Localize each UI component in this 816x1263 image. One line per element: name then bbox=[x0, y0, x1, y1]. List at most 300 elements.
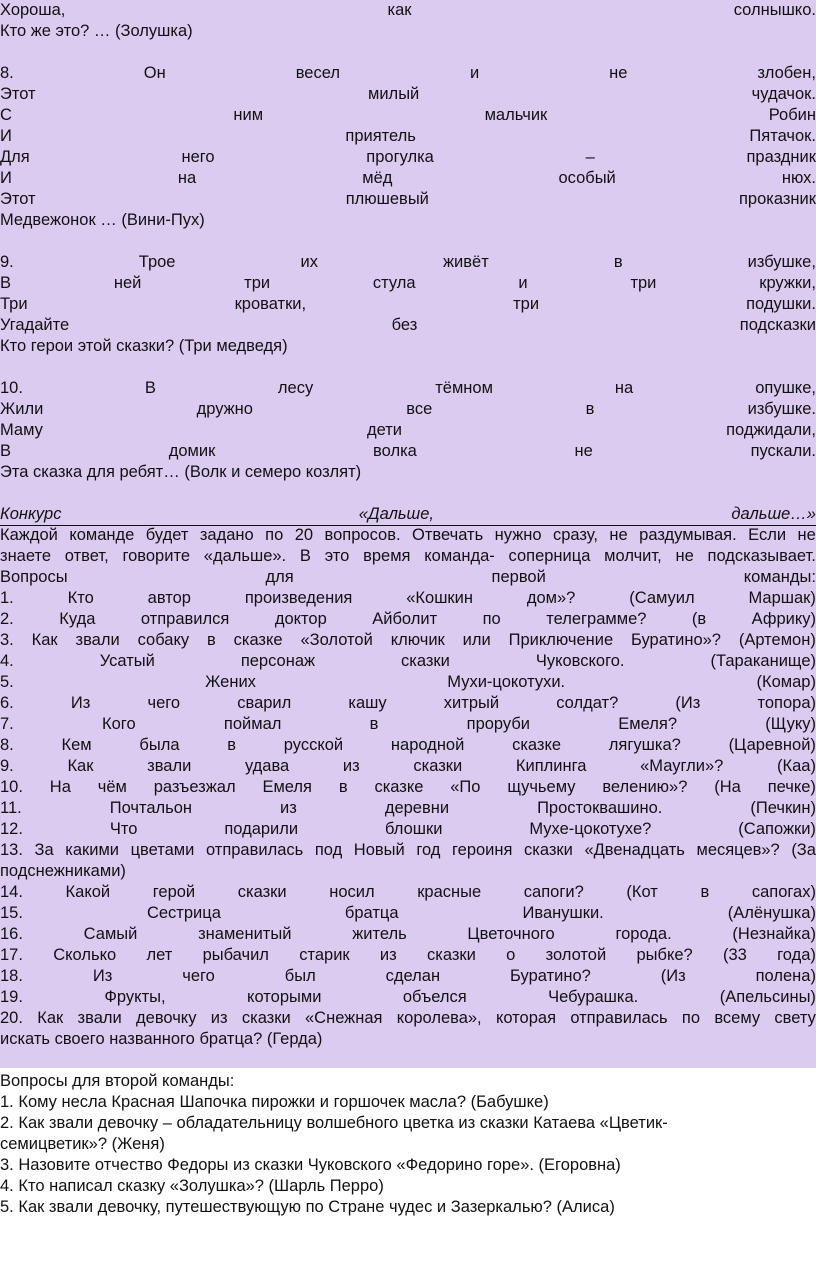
word: героиня bbox=[452, 841, 513, 859]
line-text: Кто герои этой сказки? (Три медведя) bbox=[0, 337, 288, 355]
word: сапогах) bbox=[751, 883, 816, 901]
word: знаменитый bbox=[198, 925, 292, 943]
word: свету bbox=[774, 1009, 816, 1027]
word: прогулка bbox=[366, 148, 434, 166]
word: За bbox=[34, 841, 54, 859]
word: не bbox=[609, 64, 628, 82]
word: Если bbox=[748, 526, 787, 544]
contest-line bbox=[0, 546, 816, 567]
word: кружки, bbox=[759, 274, 816, 292]
word: отправилась bbox=[570, 1009, 668, 1027]
word: месяцев»? bbox=[696, 841, 780, 859]
word: первой bbox=[491, 568, 546, 586]
word: С bbox=[0, 106, 12, 124]
word: 20. bbox=[0, 1009, 23, 1027]
line-text: подснежниками) bbox=[0, 862, 126, 880]
word: (Самуил bbox=[629, 589, 695, 607]
line-text: Вопросы для второй команды: bbox=[0, 1072, 235, 1090]
word: герой bbox=[152, 883, 196, 901]
contest-line bbox=[0, 987, 816, 1008]
word: сказки bbox=[401, 652, 450, 670]
word: (Царевной) bbox=[728, 736, 816, 754]
word: это bbox=[324, 547, 350, 565]
word: Пятачок. bbox=[749, 127, 816, 145]
riddle-line bbox=[0, 273, 816, 294]
word: удава bbox=[244, 757, 290, 775]
word: по bbox=[265, 526, 284, 544]
word: (Печкин) bbox=[750, 799, 816, 817]
word: Емеля bbox=[262, 778, 312, 796]
word: Этот bbox=[0, 85, 36, 103]
word: (33 bbox=[722, 946, 747, 964]
word: тёмном bbox=[435, 379, 493, 397]
word: Почтальон bbox=[109, 799, 193, 817]
second-team-line bbox=[0, 1134, 816, 1155]
word: будет bbox=[145, 526, 189, 544]
word: 6. bbox=[0, 694, 14, 712]
word: команда- bbox=[424, 547, 495, 565]
word: 11. bbox=[0, 799, 22, 817]
word: для bbox=[265, 568, 294, 586]
word: (Незнайка) bbox=[732, 925, 816, 943]
riddle-line bbox=[0, 252, 816, 273]
word: щучьему bbox=[507, 778, 576, 796]
word: избушке, bbox=[747, 253, 816, 271]
word: носил bbox=[329, 883, 375, 901]
word: мальчик bbox=[484, 106, 548, 124]
word: 10. bbox=[0, 778, 23, 796]
riddle-line bbox=[0, 105, 816, 126]
word: звали bbox=[77, 1009, 122, 1027]
word: Кем bbox=[61, 736, 92, 754]
word: из bbox=[280, 799, 297, 817]
word: топора) bbox=[757, 694, 816, 712]
contest-line bbox=[0, 819, 816, 840]
blank-line bbox=[0, 483, 816, 504]
word: была bbox=[139, 736, 180, 754]
word: был bbox=[284, 967, 316, 985]
word: сказке bbox=[233, 631, 283, 649]
word: не bbox=[797, 526, 816, 544]
word: велению»? bbox=[602, 778, 688, 796]
word: Жених bbox=[205, 673, 256, 691]
line-text: 1. Кому несла Красная Шапочка пирожки и горшочек масла? (Бабушке) bbox=[0, 1093, 549, 1111]
word: подсказки bbox=[739, 316, 816, 334]
word: особый bbox=[558, 169, 616, 187]
word: ним bbox=[233, 106, 264, 124]
word: сказке bbox=[512, 736, 562, 754]
riddle-line bbox=[0, 21, 816, 42]
word: блошки bbox=[385, 820, 443, 838]
word: дом»? bbox=[526, 589, 576, 607]
word: соперница bbox=[508, 547, 591, 565]
word: Как bbox=[37, 1009, 64, 1027]
word: 9. bbox=[0, 757, 14, 775]
word: поймал bbox=[223, 715, 282, 733]
word: Он bbox=[143, 64, 166, 82]
word: ней bbox=[113, 274, 142, 292]
word: 20 bbox=[294, 526, 314, 544]
word: «Снежная bbox=[304, 1009, 383, 1027]
contest-line bbox=[0, 651, 816, 672]
word: по bbox=[681, 1009, 701, 1027]
word: злобен, bbox=[757, 64, 816, 82]
word: Айболит bbox=[372, 610, 438, 628]
word: (Из bbox=[675, 694, 701, 712]
word: (Кот bbox=[626, 883, 658, 901]
riddle-line bbox=[0, 210, 816, 231]
word: кроватки, bbox=[234, 295, 307, 313]
word: дальше…» bbox=[731, 505, 816, 523]
word: хитрый bbox=[443, 694, 500, 712]
word: сделан bbox=[385, 967, 441, 985]
word: Жили bbox=[0, 400, 44, 418]
second-team-line bbox=[0, 1197, 816, 1218]
contest-line bbox=[0, 735, 816, 756]
word: которыми bbox=[247, 988, 322, 1006]
word: Робин bbox=[768, 106, 816, 124]
word: и bbox=[469, 64, 480, 82]
word: весел bbox=[295, 64, 340, 82]
word: звали bbox=[75, 631, 120, 649]
word: автор bbox=[147, 589, 191, 607]
word: Хороша, bbox=[0, 1, 66, 19]
word: красные bbox=[417, 883, 482, 901]
word: говорите bbox=[122, 547, 190, 565]
word: стула bbox=[372, 274, 416, 292]
word: чего bbox=[182, 967, 215, 985]
word: без bbox=[391, 316, 418, 334]
word: полена) bbox=[755, 967, 816, 985]
riddle-line bbox=[0, 420, 816, 441]
word: по bbox=[482, 610, 501, 628]
word: Приключение bbox=[508, 631, 614, 649]
word: на bbox=[177, 169, 197, 187]
word: Три bbox=[0, 295, 28, 313]
word: – bbox=[585, 148, 595, 166]
word: Самый bbox=[83, 925, 138, 943]
word: Емеля? bbox=[618, 715, 677, 733]
word: лягушка? bbox=[608, 736, 681, 754]
word: опушке, bbox=[755, 379, 816, 397]
word: подарили bbox=[224, 820, 299, 838]
word: И bbox=[0, 127, 12, 145]
word: «По bbox=[450, 778, 481, 796]
word: лет bbox=[146, 946, 173, 964]
word: 12. bbox=[0, 820, 23, 838]
word: золотой bbox=[545, 946, 607, 964]
word: Фрукты, bbox=[104, 988, 166, 1006]
word: рыбачил bbox=[202, 946, 269, 964]
word: милый bbox=[368, 85, 420, 103]
word: королева», bbox=[396, 1009, 482, 1027]
word: сказки bbox=[237, 883, 287, 901]
word: Кого bbox=[102, 715, 136, 733]
word: 4. bbox=[0, 652, 14, 670]
contest-line bbox=[0, 1008, 816, 1029]
word: три bbox=[244, 274, 271, 292]
word: Вопросы bbox=[0, 568, 68, 586]
word: в bbox=[613, 253, 623, 271]
word: собаку bbox=[137, 631, 190, 649]
contest-line bbox=[0, 945, 816, 966]
word: Кто bbox=[67, 589, 94, 607]
word: (в bbox=[691, 610, 707, 628]
word: все bbox=[406, 400, 433, 418]
word: ключик bbox=[390, 631, 445, 649]
blank-line bbox=[0, 357, 816, 378]
word: избушке. bbox=[747, 400, 816, 418]
word: чего bbox=[147, 694, 181, 712]
word: звали bbox=[147, 757, 192, 775]
word: (Апельсины) bbox=[719, 988, 816, 1006]
word: кашу bbox=[348, 694, 387, 712]
contest-line bbox=[0, 798, 816, 819]
word: «дальше». bbox=[203, 547, 287, 565]
word: 17. bbox=[0, 946, 23, 964]
riddle-line bbox=[0, 399, 816, 420]
contest-line bbox=[0, 1029, 816, 1050]
word: цветами bbox=[130, 841, 195, 859]
word: как bbox=[387, 1, 412, 19]
word: Как bbox=[31, 631, 58, 649]
word: в bbox=[585, 400, 595, 418]
contest-line bbox=[0, 966, 816, 987]
word: на bbox=[614, 379, 634, 397]
word: три bbox=[513, 295, 540, 313]
line-text: 5. Как звали девочку, путешествующую по Стране чудес и Зазеркалью? (Алиса) bbox=[0, 1198, 615, 1216]
riddle-line bbox=[0, 63, 816, 84]
word: Цветочного bbox=[467, 925, 555, 943]
word: 10. bbox=[0, 379, 23, 397]
word: вопросов. bbox=[324, 526, 401, 544]
contest-line bbox=[0, 861, 816, 882]
contest-line bbox=[0, 840, 816, 861]
word: Трое bbox=[138, 253, 176, 271]
word: Мухи-цокотухи. bbox=[447, 673, 566, 691]
word: 14. bbox=[0, 883, 23, 901]
word: сказки bbox=[413, 757, 463, 775]
riddle-line bbox=[0, 294, 816, 315]
line-text: Кто же это? … (Золушка) bbox=[0, 22, 193, 40]
word: Простоквашино. bbox=[537, 799, 663, 817]
word: под bbox=[314, 841, 343, 859]
second-team-line bbox=[0, 1113, 816, 1134]
word: не bbox=[574, 442, 593, 460]
word: 16. bbox=[0, 925, 23, 943]
second-team-line bbox=[0, 1071, 816, 1092]
word: Сестрица bbox=[146, 904, 221, 922]
contest-line bbox=[0, 672, 816, 693]
word: в bbox=[227, 736, 237, 754]
contest-line bbox=[0, 693, 816, 714]
word: солдат? bbox=[556, 694, 619, 712]
contest-line bbox=[0, 588, 816, 609]
word: сказки bbox=[427, 946, 476, 964]
word: приятель bbox=[345, 127, 416, 145]
word: (На bbox=[714, 778, 741, 796]
contest-line bbox=[0, 714, 816, 735]
word: девочку bbox=[136, 1009, 197, 1027]
second-team-line bbox=[0, 1176, 816, 1197]
word: 8. bbox=[0, 64, 14, 82]
line-text: Эта сказка для ребят… (Волк и семеро козлят) bbox=[0, 463, 362, 481]
word: (Комар) bbox=[756, 673, 816, 691]
word: о bbox=[506, 946, 516, 964]
contest-line bbox=[0, 777, 816, 798]
word: В bbox=[0, 442, 12, 460]
riddle-line bbox=[0, 84, 816, 105]
word: Сколько bbox=[53, 946, 117, 964]
word: рыбке? bbox=[636, 946, 693, 964]
word: 19. bbox=[0, 988, 23, 1006]
word: всему bbox=[714, 1009, 761, 1027]
word: братца bbox=[344, 904, 399, 922]
word: три bbox=[630, 274, 657, 292]
contest-line bbox=[0, 609, 816, 630]
word: сказки bbox=[241, 1009, 291, 1027]
word: из bbox=[210, 1009, 228, 1027]
word: живёт bbox=[443, 253, 489, 271]
word: задано bbox=[199, 526, 254, 544]
line-text: 3. Назовите отчество Федоры из сказки Чуковского «Федорино горе». (Егоровна) bbox=[0, 1156, 621, 1174]
riddle-line bbox=[0, 189, 816, 210]
word: знаете bbox=[0, 547, 52, 565]
word: (Из bbox=[660, 967, 686, 985]
word: отправился bbox=[140, 610, 230, 628]
word: сказки bbox=[524, 841, 573, 859]
word: 2. bbox=[0, 610, 14, 628]
word: в bbox=[700, 883, 710, 901]
word: в bbox=[369, 715, 379, 733]
word: Какой bbox=[65, 883, 111, 901]
blank-line bbox=[0, 42, 816, 63]
word: из bbox=[342, 757, 360, 775]
word: Маршак) bbox=[748, 589, 816, 607]
line-text: искать своего названного братца? (Герда) bbox=[0, 1030, 323, 1048]
word: Каждой bbox=[0, 526, 58, 544]
word: 18. bbox=[0, 967, 23, 985]
word: команде bbox=[69, 526, 135, 544]
word: (Сапожки) bbox=[738, 820, 816, 838]
word: года) bbox=[777, 946, 816, 964]
word: Что bbox=[109, 820, 138, 838]
word: время bbox=[363, 547, 411, 565]
word: «Дальше, bbox=[358, 505, 435, 523]
word: которая bbox=[495, 1009, 557, 1027]
line-text: 2. Как звали девочку – обладательницу волшебного цветка из сказки Катаева «Цветик- bbox=[0, 1114, 668, 1132]
word: Угадайте bbox=[0, 316, 70, 334]
riddle-line bbox=[0, 336, 816, 357]
word: «Маугли»? bbox=[640, 757, 724, 775]
word: И bbox=[0, 169, 12, 187]
word: Как bbox=[67, 757, 94, 775]
second-team-line bbox=[0, 1092, 816, 1113]
word: не bbox=[609, 526, 628, 544]
word: (Алёнушка) bbox=[727, 904, 816, 922]
word: домик bbox=[168, 442, 216, 460]
riddle-line bbox=[0, 126, 816, 147]
word: солнышко. bbox=[733, 1, 816, 19]
word: печке) bbox=[767, 778, 816, 796]
word: (Щуку) bbox=[765, 715, 816, 733]
word: или bbox=[462, 631, 491, 649]
line-text: 4. Кто написал сказку «Золушка»? (Шарль Перро) bbox=[0, 1177, 384, 1195]
word: лесу bbox=[277, 379, 314, 397]
word: ответ, bbox=[64, 547, 109, 565]
contest-line bbox=[0, 525, 816, 546]
word: Усатый bbox=[99, 652, 155, 670]
word: В bbox=[0, 274, 12, 292]
word: команды: bbox=[743, 568, 816, 586]
word: Из bbox=[92, 967, 113, 985]
word: старик bbox=[299, 946, 350, 964]
word: раздумывая. bbox=[639, 526, 737, 544]
riddle-line bbox=[0, 441, 816, 462]
riddle-line bbox=[0, 0, 816, 21]
line-text: Медвежонок … (Вини-Пух) bbox=[0, 211, 205, 229]
word: их bbox=[300, 253, 318, 271]
word: дети bbox=[366, 421, 403, 439]
word: В bbox=[299, 547, 311, 565]
word: телеграмме? bbox=[546, 610, 647, 628]
word: 3. bbox=[0, 631, 14, 649]
word: Чебурашка. bbox=[548, 988, 639, 1006]
riddle-line bbox=[0, 378, 816, 399]
word: 1. bbox=[0, 589, 14, 607]
word: не bbox=[675, 547, 694, 565]
word: молчит, bbox=[604, 547, 662, 565]
contest-line bbox=[0, 924, 816, 945]
word: него bbox=[181, 148, 215, 166]
word: Киплинга bbox=[515, 757, 587, 775]
word: житель bbox=[352, 925, 407, 943]
word: какими bbox=[65, 841, 120, 859]
word: В bbox=[144, 379, 156, 397]
contest-line bbox=[0, 903, 816, 924]
word: чудачок. bbox=[751, 85, 816, 103]
word: Маму bbox=[0, 421, 43, 439]
word: пускали. bbox=[750, 442, 816, 460]
word: из bbox=[379, 946, 397, 964]
word: (Артемон) bbox=[738, 631, 816, 649]
word: год bbox=[416, 841, 441, 859]
word: «Золотой bbox=[300, 631, 373, 649]
word: «Двенадцать bbox=[584, 841, 685, 859]
riddle-line bbox=[0, 168, 816, 189]
word: отправилась bbox=[205, 841, 304, 859]
word: Конкурс bbox=[0, 505, 62, 523]
word: Буратино? bbox=[510, 967, 591, 985]
word: плюшевый bbox=[345, 190, 429, 208]
second-team-line bbox=[0, 1155, 816, 1176]
word: сапоги? bbox=[523, 883, 584, 901]
word: Буратино»? bbox=[631, 631, 721, 649]
contest-line bbox=[0, 756, 816, 777]
word: поджидали, bbox=[726, 421, 816, 439]
word: мёд bbox=[362, 169, 393, 187]
word: нюх. bbox=[781, 169, 816, 187]
word: 9. bbox=[0, 253, 14, 271]
word: в bbox=[338, 778, 348, 796]
word: Из bbox=[70, 694, 91, 712]
word: Отвечать bbox=[412, 526, 484, 544]
word: нужно bbox=[494, 526, 542, 544]
word: подушки. bbox=[746, 295, 816, 313]
word: сразу, bbox=[552, 526, 598, 544]
contest-title bbox=[0, 504, 816, 526]
riddle-line bbox=[0, 315, 816, 336]
